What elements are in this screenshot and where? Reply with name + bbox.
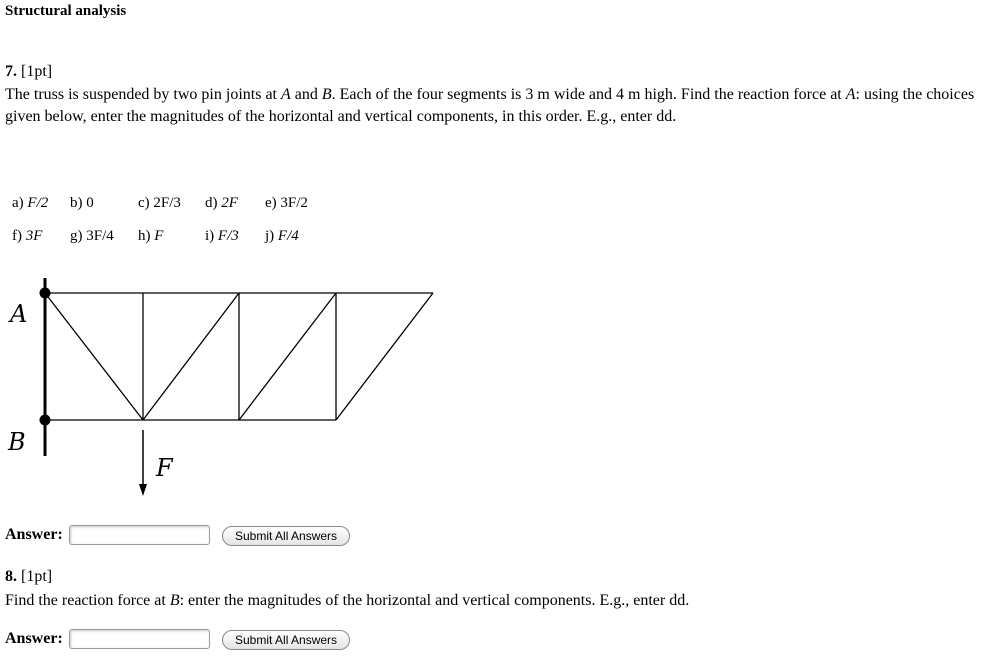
page-title: Structural analysis xyxy=(5,3,127,19)
choice-f: f) 3F xyxy=(12,228,43,244)
q7-var-b: B xyxy=(321,86,332,103)
question-7-header xyxy=(5,63,52,81)
label-b: B xyxy=(8,428,26,456)
answer-input-q8[interactable] xyxy=(69,629,210,649)
q7-var-a: A xyxy=(280,86,291,103)
diagonal-member xyxy=(45,293,143,420)
question-7-points: [1pt] xyxy=(21,63,53,80)
pin-joint-b xyxy=(40,415,51,426)
label-f: F xyxy=(156,454,173,482)
diagonal-member xyxy=(143,293,239,420)
question-8-number: 8. xyxy=(5,568,17,585)
label-a: A xyxy=(10,300,28,328)
answer-label: Answer: xyxy=(5,630,63,647)
q7-var-a: A xyxy=(845,86,856,103)
choice-j: j) F/4 xyxy=(265,228,299,244)
answer-label: Answer: xyxy=(5,526,63,543)
answer-input-q7[interactable] xyxy=(69,525,210,545)
choice-c: c) 2F/3 xyxy=(138,195,181,211)
diagonal-member xyxy=(336,293,433,420)
q7-text-part: . Each of the four segments is 3 m wide and 4 m high. Find the reaction force at xyxy=(331,86,846,103)
choice-b: b) 0 xyxy=(70,195,94,211)
choice-e: e) 3F/2 xyxy=(265,195,308,211)
question-8-text xyxy=(5,590,990,612)
q8-text-part: : enter the magnitudes of the horizontal and vertical components. E.g., enter dd. xyxy=(179,592,690,609)
choice-d: d) 2F xyxy=(205,195,238,211)
question-8-header xyxy=(5,568,52,586)
question-7-text xyxy=(5,84,990,128)
submit-all-answers-button[interactable]: Submit All Answers xyxy=(222,630,350,650)
choice-i: i) F/3 xyxy=(205,228,239,244)
q8-text-part: Find the reaction force at xyxy=(5,592,170,609)
pin-joint-a xyxy=(40,288,51,299)
submit-all-answers-button[interactable]: Submit All Answers xyxy=(222,526,350,546)
q7-text-part: The truss is suspended by two pin joints at xyxy=(5,86,281,103)
q7-text-part: and xyxy=(290,86,322,103)
choice-h: h) F xyxy=(138,228,164,244)
question-8-points: [1pt] xyxy=(21,568,53,585)
q8-var-b: B xyxy=(169,592,180,609)
question-7-number: 7. xyxy=(5,63,17,80)
choice-g: g) 3F/4 xyxy=(70,228,114,244)
force-arrow-head xyxy=(139,484,147,496)
choice-a: a) F/2 xyxy=(12,195,49,211)
truss-diagram xyxy=(0,270,450,510)
diagonal-member xyxy=(239,293,336,420)
q7-text-part: : using the choices given below, enter the magnitudes of the horizontal and vertical components, in this order. E.g., enter dd. xyxy=(5,86,975,125)
